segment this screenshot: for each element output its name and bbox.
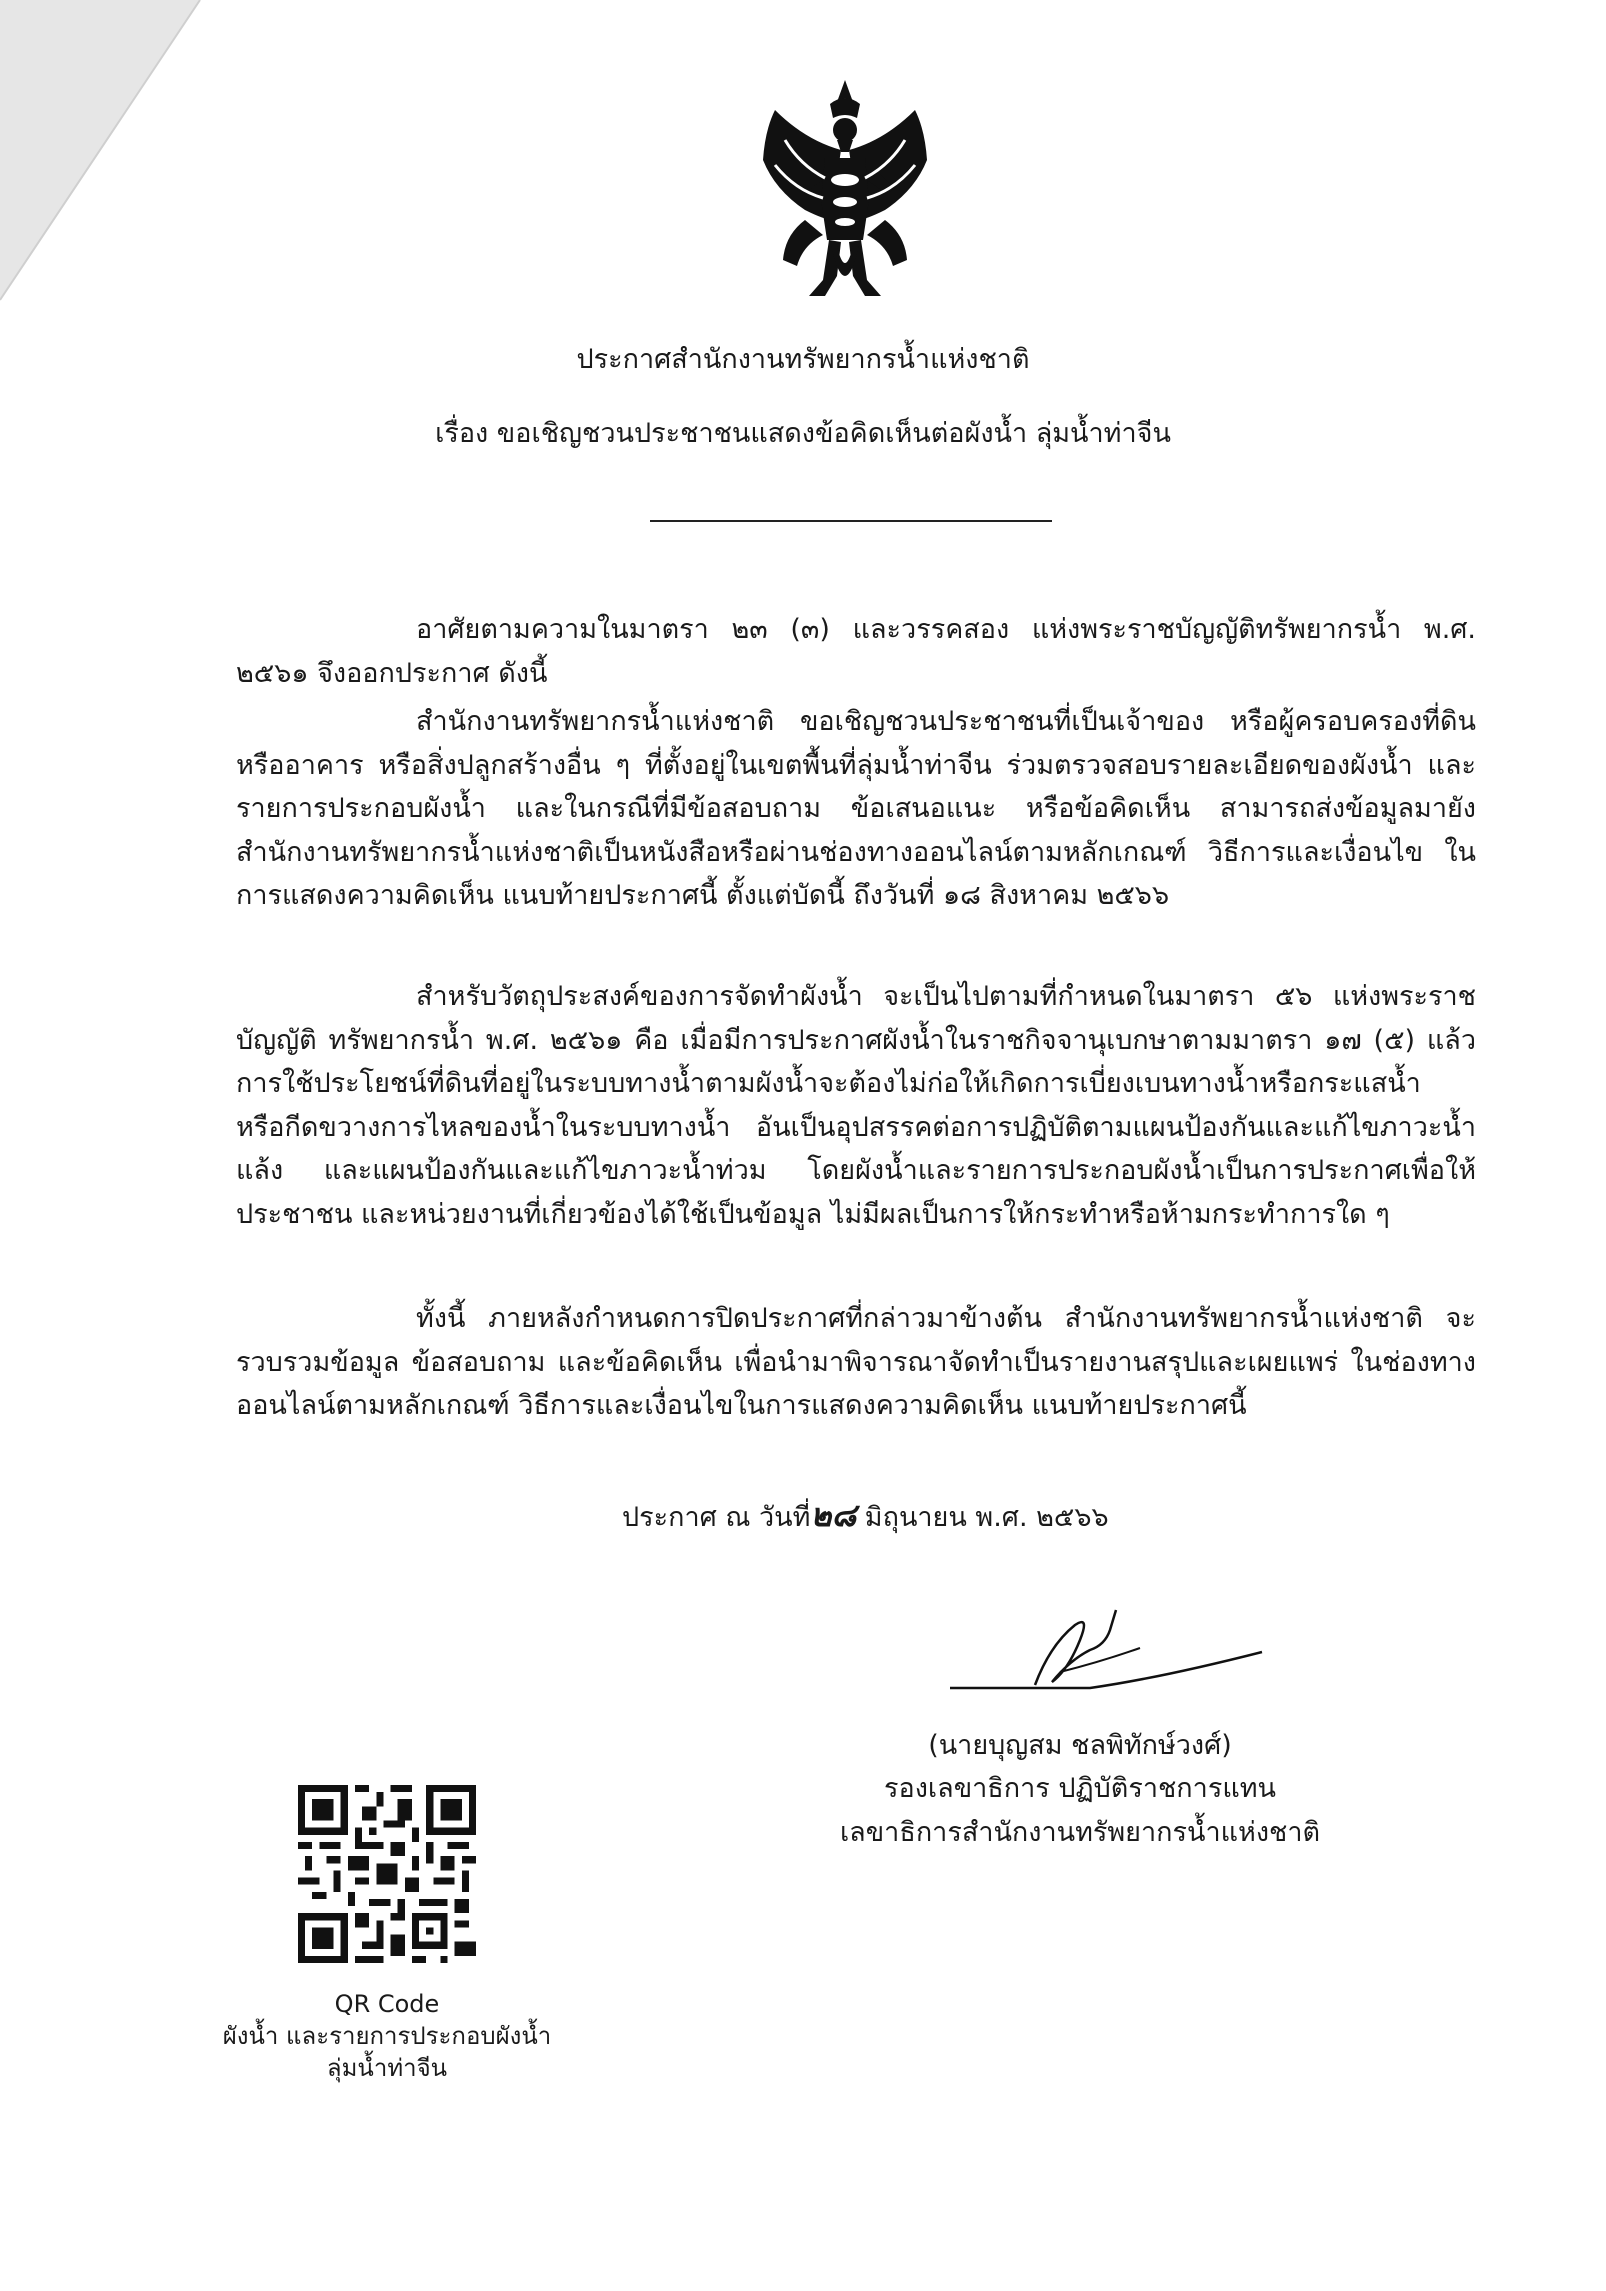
date-prefix: ประกาศ ณ วันที่ (622, 1502, 811, 1533)
announcement-title: ประกาศสำนักงานทรัพยากรน้ำแห่งชาติ (576, 344, 1030, 375)
qr-caption-line-1: QR Code (334, 1990, 440, 2018)
paragraph-3 (236, 975, 1476, 1236)
qr-code[interactable] (298, 1785, 476, 1963)
signatory-name: (นายบุญสม ชลพิทักษ์วงศ์) (928, 1730, 1232, 1761)
handwritten-signature (940, 1600, 1280, 1700)
paragraph-3-text: สำหรับวัตถุประสงค์ของการจัดทำผังน้ำ จะเป็นไปตามที่กำหนดในมาตรา ๕๖ แห่งพระราชบัญญัติ ทรัพยากรน้ำ พ.ศ. ๒๕๖๑ คือ เมื่อมีการประกาศผังน้ำในราชกิจจานุเบกษาตามมาตรา ๑๗ (๕) แล้ว การใช้ประโยชน์ที่ดินที่อยู่ในระบบทางน้ำตามผังน้ำจะต้องไม่ก่อให้เกิดการเบี่ยงเบนทางน้ำหรือกระแสน้ำ หรือกีดขวางการไหลของน้ำในระบบทางน้ำ อันเป็นอุปสรรคต่อการปฏิบัติตามแผนป้องกันและแก้ไขภาวะน้ำแล้ง และแผนป้องกันและแก้ไขภาวะน้ำท่วม โดยผังน้ำและรายการประกอบผังน้ำเป็นการประกาศเพื่อให้ประชาชน และหน่วยงานที่เกี่ยวข้องได้ใช้เป็นข้อมูล ไม่มีผลเป็นการให้กระทำหรือห้ามกระทำการใด ๆ (236, 981, 1476, 1230)
date-month-year: มิถุนายน พ.ศ. ๒๕๖๖ (864, 1502, 1109, 1533)
paragraph-2-text: สำนักงานทรัพยากรน้ำแห่งชาติ ขอเชิญชวนประชาชนที่เป็นเจ้าของ หรือผู้ครอบครองที่ดิน หรืออาคาร หรือสิ่งปลูกสร้างอื่น ๆ ที่ตั้งอยู่ในเขตพื้นที่ลุ่มน้ำท่าจีน ร่วมตรวจสอบรายละเอียดของผังน้ำ และรายการประกอบผังน้ำ และในกรณีที่มีข้อสอบถาม ข้อเสนอแนะ หรือข้อคิดเห็น สามารถส่งข้อมูลมายัง สำนักงานทรัพยากรน้ำแห่งชาติเป็นหนังสือหรือผ่านช่องทางออนไลน์ตามหลักเกณฑ์ วิธีการและเงื่อนไข ในการแสดงความคิดเห็น แนบท้ายประกาศนี้ ตั้งแต่บัดนี้ ถึงวันที่ ๑๘ สิงหาคม ๒๕๖๖ (236, 706, 1476, 911)
date-day: ๒๘ (810, 1496, 857, 1534)
page-fold-shadow (0, 0, 220, 320)
garuda-emblem (745, 70, 945, 320)
qr-caption-line-2: ผังน้ำ และรายการประกอบผังน้ำ (222, 2022, 552, 2050)
qr-caption-line-3: ลุ่มน้ำท่าจีน (326, 2054, 448, 2082)
paragraph-1 (236, 608, 1476, 695)
paragraph-2 (236, 700, 1476, 918)
paragraph-1-text: อาศัยตามความในมาตรา ๒๓ (๓) และวรรคสอง แห่งพระราชบัญญัติทรัพยากรน้ำ พ.ศ. ๒๕๖๑ จึงออกประกาศ ดังนี้ (236, 614, 1476, 689)
announcement-date (622, 1490, 1109, 1541)
qr-caption (180, 1988, 594, 2084)
paragraph-4-text: ทั้งนี้ ภายหลังกำหนดการปิดประกาศที่กล่าวมาข้างต้น สำนักงานทรัพยากรน้ำแห่งชาติ จะรวบรวมข้อมูล ข้อสอบถาม และข้อคิดเห็น เพื่อนำมาพิจารณาจัดทำเป็นรายงานสรุปและเผยแพร่ ในช่องทางออนไลน์ตามหลักเกณฑ์ วิธีการและเงื่อนไขในการแสดงความคิดเห็น แนบท้ายประกาศนี้ (236, 1303, 1476, 1421)
signatory-position-1: รองเลขาธิการ ปฏิบัติราชการแทน (884, 1773, 1276, 1804)
title-divider (650, 520, 1052, 522)
signatory-position-2: เลขาธิการสำนักงานทรัพยากรน้ำแห่งชาติ (839, 1817, 1321, 1848)
announcement-subject: เรื่อง ขอเชิญชวนประชาชนแสดงข้อคิดเห็นต่อผังน้ำ ลุ่มน้ำท่าจีน (435, 418, 1171, 449)
paragraph-4 (236, 1297, 1476, 1428)
